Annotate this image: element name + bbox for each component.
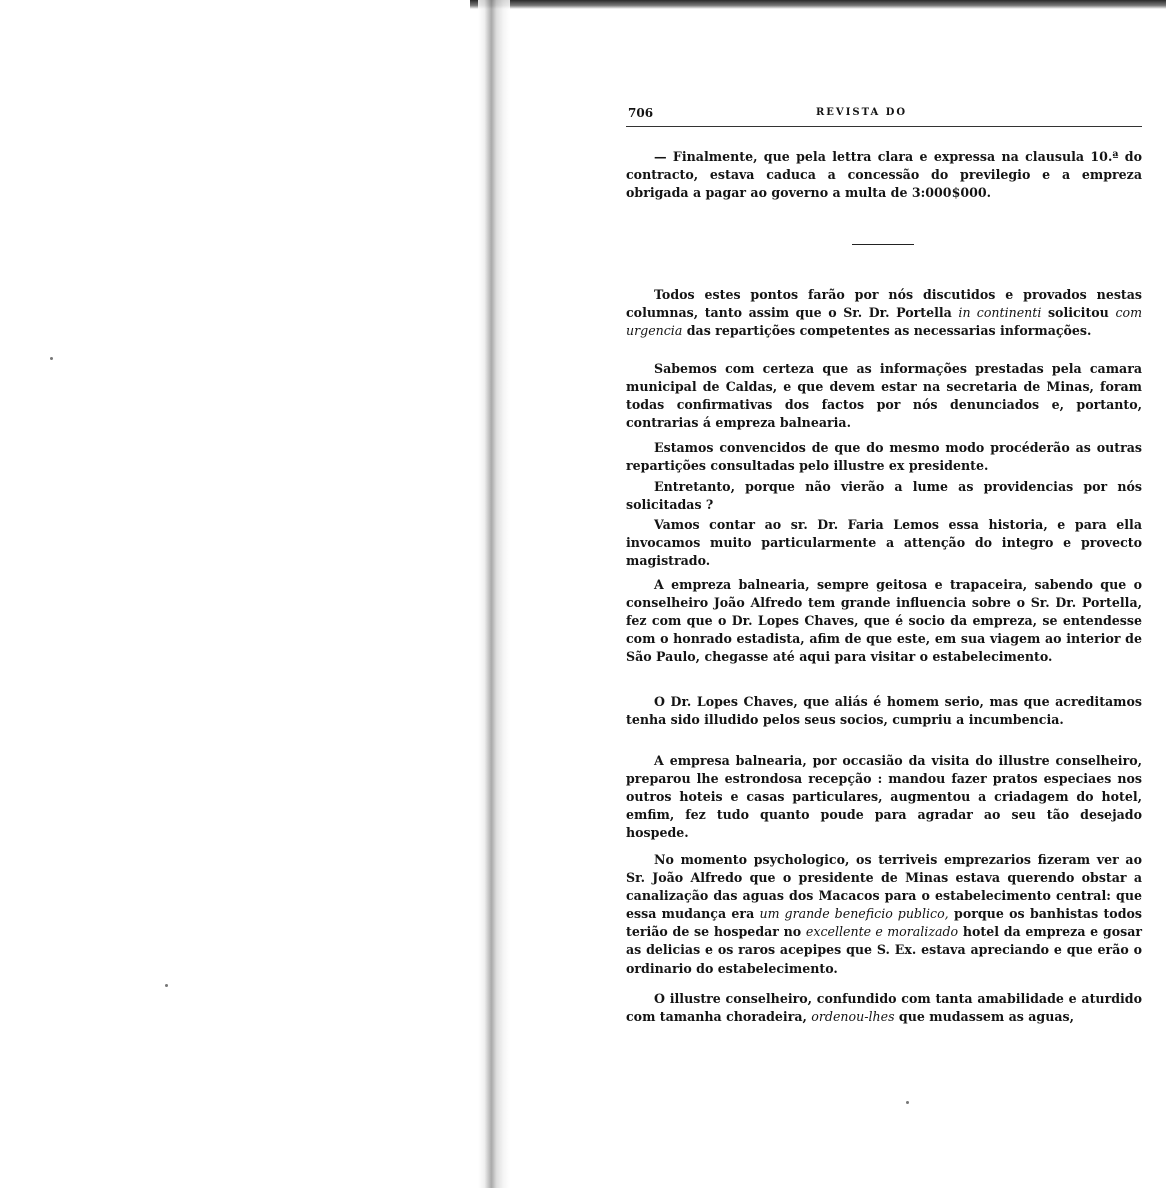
italic-text: com urgencia bbox=[626, 305, 1143, 339]
paragraph-todos-estes-pontos: Todos estes pontos farão por nós discutidos e provados nestas columnas, tanto assim que o Sr. Dr. Portella in continenti solicitou com urgencia das repartições competentes as necessarias informações. bbox=[626, 287, 1143, 339]
page-number: 706 bbox=[628, 106, 654, 120]
paragraph-empreza-balnearia: A empreza balnearia, sempre geitosa e trapaceira, sabendo que o conselheiro João Alfredo tem grande influencia sobre o Sr. Dr. Portella, fez com que o Dr. Lopes Chaves, que é socio da empreza, se entendesse com o honrado estadista, afim de que este, em sua viagem ao interior de São Paulo, chegasse até aqui para visitar o estabelecimento. bbox=[626, 577, 1142, 665]
paragraph-entretanto: Entretanto, porque não vierão a lume as providencias por nós solicitadas ? bbox=[626, 479, 1142, 513]
scan-speck bbox=[50, 357, 53, 360]
page-header bbox=[626, 104, 1142, 127]
italic-text: in continenti bbox=[958, 305, 1042, 321]
italic-text: excellente e moralizado bbox=[805, 924, 959, 940]
paragraph-illustre-conselheiro: O illustre conselheiro, confundido com tanta amabilidade e aturdido com tamanha choradeira, ordenou-lhes que mudassem as aguas, bbox=[626, 991, 1142, 1025]
paragraph-finalmente: — Finalmente, que pela lettra clara e expressa na clausula 10.ª do contracto, estava caduca a concessão do previlegio e a empreza obrigada a pagar ao governo a multa de 3:000$000. bbox=[626, 149, 1142, 201]
section-separator bbox=[852, 244, 914, 245]
scan-speck bbox=[165, 984, 168, 987]
paragraph-sabemos: Sabemos com certeza que as informações prestadas pela camara municipal de Caldas, e que devem estar na secretaria de Minas, foram todas confirmativas dos factos por nós denunciados e, portanto, contrarias á empreza balnearia. bbox=[626, 361, 1142, 431]
paragraph-estamos-convencidos: Estamos convencidos de que do mesmo modo procéderão as outras repartições consultadas pelo illustre ex presidente. bbox=[626, 440, 1142, 474]
book-page bbox=[626, 0, 1142, 1188]
book-spine-shadow bbox=[478, 0, 510, 1188]
italic-text: ordenou-lhes bbox=[811, 1009, 895, 1025]
paragraph-visita-conselheiro: A empresa balnearia, por occasião da visita do illustre conselheiro, preparou lhe estrondosa recepção : mandou fazer pratos especiaes nos outros hoteis e casas particulares, augmentou a criadagem do hotel, emfim, fez tudo quanto poude para agradar ao seu tão desejado hospede. bbox=[626, 753, 1142, 841]
paragraph-momento-psychologico: No momento psychologico, os terriveis emprezarios fizeram ver ao Sr. João Alfredo que o presidente de Minas estava querendo obstar a canalização das aguas dos Macacos para o estabelecimento central: que essa mudança era um grande beneficio publico, porque os banhistas todos terião de se hospedar no excellente e moralizado hotel da empreza e gosar as delicias e os raros acepipes que S. Ex. estava apreciando e que erão o ordinario do estabelecimento. bbox=[626, 852, 1143, 976]
running-title: REVISTA DO bbox=[816, 107, 908, 118]
italic-text: um grande beneficio publico, bbox=[759, 906, 949, 922]
paragraph-vamos-contar: Vamos contar ao sr. Dr. Faria Lemos essa historia, e para ella invocamos muito particularmente a attenção do integro e provecto magistrado. bbox=[626, 517, 1142, 569]
paragraph-lopes-chaves: O Dr. Lopes Chaves, que aliás é homem serio, mas que acreditamos tenha sido illudido pelos seus socios, cumpriu a incumbencia. bbox=[626, 694, 1142, 728]
